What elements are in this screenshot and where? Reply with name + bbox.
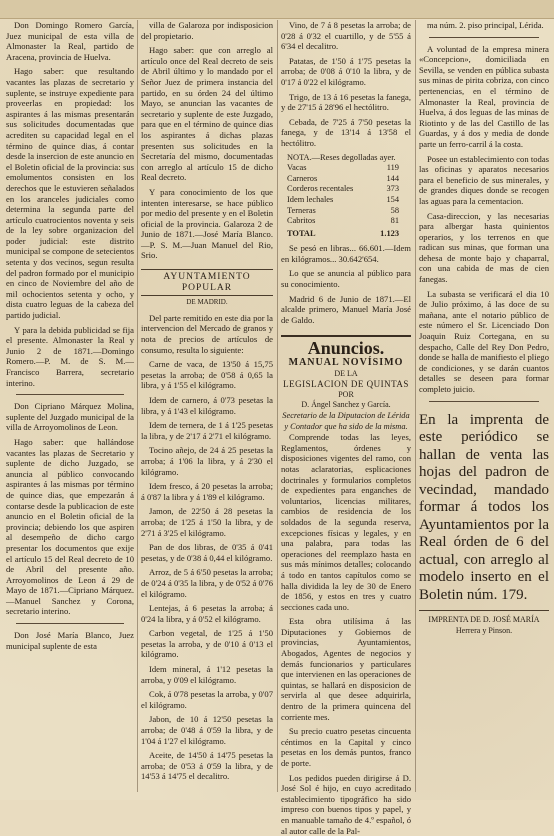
price-item: Pan de dos libras, de 0'35 á 0'41 pesetas, y de 0'38 á 0,44 el kilógramo. (141, 542, 273, 563)
imprint-address: Herrera y Pinson. (455, 625, 513, 635)
column-rule (415, 20, 416, 792)
book-title: MANUAL NOVÍSIMO (288, 357, 404, 369)
ad-body: ma núm. 2. piso principal, Lérida. (427, 20, 544, 30)
ad-body: Casa-direccion, y las necesarias para albergar hasta quinientos operarios, y los terrenos en que radican sus minas, que forman una dehesa de monte bajo y chaparral, con una cabida de mas de cien fanegas. (419, 210, 549, 285)
price-intro: Del parte remitido en este dia por la intervencion del Mercado de granos y nota de precios de artículos de consumo, resulta lo siguiente: (141, 312, 273, 355)
weight-note: Se pesó en libras... 66.601.—Idem en kilógramos... 30.642'654. (281, 243, 411, 264)
table-row-label: Corderos recentales (287, 184, 354, 194)
table-row-label: Terneras (287, 205, 316, 215)
price-item: Cok, á 0'78 pesetas la arroba, y 0'07 el kilógramo. (141, 689, 273, 710)
table-row-label: Cabritos (287, 216, 316, 226)
price-item: Arroz, de 5 á 6'50 pesetas la arroba; de 0'24 á 0'35 la libra, y de 0'52 á 0'76 el kilógramo. (141, 567, 273, 599)
column-rule (137, 20, 138, 792)
price-item: Carne de vaca, de 13'50 á 15,75 pesetas la arroba; de 0'58 á 0,65 la libra, y á 1'55 el kilógramo. (141, 359, 273, 391)
divider (429, 37, 539, 38)
table-row-value: 81 (390, 216, 399, 226)
book-line: DE LA (334, 368, 358, 378)
table-row-label: Idem lechales (287, 194, 334, 204)
notice-heading: villa de Galaroza por indisposicion del propietario. (141, 20, 273, 41)
table-row-value: 144 (386, 173, 399, 183)
notice-body: Hago saber: que resultando vacantes las plazas de secretario y suplente, se instruye expediente para proveerlas en propiedad: los aspirantes á las mismas presentarán sus solicitudes documentadas que acrediten su capacidad legal en el término de quince dias, á contar desde la insercion de este anuncio en el Boletin oficial de la provincia: sus emolumentos consisten en los derechos que le estuvieren señalados en los aranceles judiciales como determina la segunda parte del artículo cuatrocientos noventa y seis de la ley sobre organizacion del poder judicial: este distrito municipal se compone de setecientos setenta y dos vecinos, segun resulta del padron formado por el municipio en cinco de Noviembre del año de mil ochocientos setenta y ocho, y dista cuatro leguas de la cabeza del partido judicial. (6, 66, 134, 321)
price-item: Lentejas, á 6 pesetas la arroba; á 0'24 la libra, y á 0'52 el kilógramo. (141, 603, 273, 624)
table-row (287, 174, 411, 185)
table-row (287, 206, 411, 217)
section-title: AYUNTAMIENTO POPULAR (141, 269, 273, 296)
price-item: Cebada, de 7'25 á 7'50 pesetas la fanega, y de 13'14 á 13'58 el hectólitro. (281, 116, 411, 148)
notice-heading: Don José María Blanco, Juez municipal suplente de esta (6, 630, 134, 651)
table-total-value: 1.123 (380, 228, 399, 238)
ad-body: Los pedidos pueden dirigirse á D. José Sol é hijo, en cuyo acreditado establecimiento tipográfico ha sido impreso con buenos tipos y papel, y en manuable tamaño de 4.º español, ó al autor calle de la Pal- (281, 772, 411, 836)
notice-signature: Madrid 6 de Junio de 1871.—El alcalde primero, Manuel María José de Galdo. (281, 293, 411, 325)
imprint-printer: IMPRENTA DE D. JOSÉ MARÍA (428, 615, 540, 625)
table-row (287, 216, 411, 227)
ad-body: Posee un establecimiento con todas las oficinas y aparatos necesarios para el beneficio de sus minerales, y de grandes diques donde se recogen las aguas para la cementacion. (419, 153, 549, 206)
table-total-label: TOTAL (287, 228, 316, 238)
column-rule (277, 20, 278, 792)
table-row-value: 373 (386, 184, 399, 194)
column-2 (141, 20, 273, 792)
slaughter-table (287, 153, 411, 240)
table-row (287, 184, 411, 195)
book-author-role: Secretario de la Diputacion de Lérida y Contador que ha sido de la misma. (282, 411, 410, 431)
price-item: Idem fresco, á 20 pesetas la arroba; á 0'87 la libra y á 1'89 el kilógramo. (141, 481, 273, 502)
table-row-label: Carneros (287, 173, 318, 183)
ad-body: Esta obra utilísima á las Diputaciones y Gobiernos de provincias, Ayuntamientos, Abogados, Agentes de negocios y demás funcionarios y particulares que intervienen en las operaciones de quintas, se hallará en disposicion de servirla al que desee adquirirla, dentro de la primera quincena del corriente mes. (281, 616, 411, 722)
ad-body: La subasta se verificará el dia 10 de Julio próximo, á las doce de su mañana, ante el notario público de este número el Sr. Licenciado Don Joaquin Ruiz Cortegana, en su despacho, Calle del Rey Don Pedro, donde se halla de manifiesto el pliego de condiciones, y se darán cuantos detalles se deseen para formar completo juicio. (419, 288, 549, 394)
top-margin-band (0, 0, 554, 19)
price-item: Trigo, de 13 á 16 pesetas la fanega, y de 27'15 á 28'96 el hectólitro. (281, 91, 411, 113)
table-row-value: 58 (390, 205, 399, 215)
table-row-label: Vacas (287, 163, 307, 173)
notice-heading: Don Cipriano Márquez Molina, suplente del Juzgado municipal de la villa de Arroyomolinos de Leon. (6, 401, 134, 433)
table-row-value: 119 (386, 163, 399, 173)
book-line: POR (338, 389, 354, 399)
price-item: Idem mineral, á 1'12 pesetas la arroba, y 0'09 el kilógramo. (141, 664, 273, 685)
divider (429, 401, 539, 402)
column-3 (281, 20, 411, 836)
price-item: Tocino añejo, de 24 á 25 pesetas la arroba; á 1'06 la libra, y á 2'30 el kilógramo. (141, 445, 273, 477)
price-item: Idem de ternera, de 1 á 1'25 pesetas la libra, y de 2'17 á 2'71 el kilógramo. (141, 420, 273, 441)
column-4 (419, 20, 549, 792)
notice-body: Lo que se anuncia al público para su conocimiento. (281, 268, 411, 290)
table-total-row (287, 229, 411, 240)
price-item: Jabon, de 10 á 12'50 pesetas la arroba; de 0'48 á 0'59 la libra, y de 1'04 á 1'27 el kilógramo. (141, 714, 273, 746)
anuncios-title: Anuncios. (281, 335, 411, 354)
table-heading: NOTA.—Reses degolladas ayer. (287, 152, 396, 162)
imprint-line (419, 610, 549, 636)
table-row-value: 154 (386, 194, 399, 204)
notice-heading: Don Domingo Romero García, Juez municipal de esta villa de Almonaster la Real, partido de Aracena, provincia de Huelva. (6, 20, 134, 62)
book-line: LEGISLACION DE QUINTAS (283, 379, 409, 390)
large-ad: En la imprenta de este periódico se hallan de venta las hojas del padron de vecindad, mandado formar á todos los Ayuntamientos por la Real órden de 6 del actual, con arreglo al modelo inserto en el Boletin núm. 179. (419, 411, 549, 603)
table-row (287, 163, 411, 174)
book-author: D. Ángel Sanchez y García. (301, 400, 391, 410)
notice-signature: Y para conocimiento de los que intenten interesarse, se hace público por medio del presente y en el Boletin oficial de la provincia. Galaroza 2 de Junio de 1871.—José María Blanco.—P. S. M.—Juan Manuel del Rio, Srio. (141, 186, 273, 261)
table-row (287, 195, 411, 206)
divider (16, 394, 124, 395)
notice-signature: Y para la debida publicidad se fija el presente. Almonaster la Real y Junio 2 de 1871.—Domingo Romero.—P. M. de S. M.—Francisco Barrera, secretario interino. (6, 324, 134, 388)
price-item: Patatas, de 1'50 á 1'75 pesetas la arroba; de 0'08 á 0'10 la libra, y de 0'17 á 0'22 el kilógramo. (281, 55, 411, 87)
divider (16, 623, 124, 624)
section-subtitle: DE MADRID. (186, 298, 228, 307)
price-item: Aceite, de 14'50 á 14'75 pesetas la arroba; de 0'53 á 0'59 la libra, y de 14'53 á 14'75 el decalitro. (141, 750, 273, 782)
price-item: Jamon, de 22'50 á 28 pesetas la arroba; de 1'25 á 1'50 la libra, y de 2'71 á 3'25 el kilógramo. (141, 506, 273, 538)
notice-body: Hago saber: que con arreglo al artículo once del Real decreto de seis de Abril último y lo mandado por el Señor Juez de primera instancia del partido, en su órden 24 del último Mayo, se anuncian las vacantes de secretario y suplente de este Juzgado, para que en el término de quince dias los aspirantes á dichas plazas presenten sus solicitudes en la Secretaría del mismo, documentadas con arreglo al artículo 15 de dicho Real decreto. (141, 45, 273, 183)
price-item: Carbon vegetal, de 1'25 á 1'50 pesetas la arroba, y de 0'10 á 0'13 el kilógramo. (141, 628, 273, 660)
ad-body: A voluntad de la empresa minera «Concepcion», domiciliada en Sevilla, se venden en pública subasta sus minas de pirita cobriza, con cinco pertenencias, en el término de Almonaster la Real, provincia de Huelva, á dos leguas de las minas de Riotinto y de las del Castillo de las Guardas, y á dos y media de donde parte un ferro-carril á la costa. (419, 43, 549, 149)
column-1 (6, 20, 134, 792)
ad-body: Su precio cuatro pesetas cincuenta céntimos en la Capital y cinco pesetas en los demás puntos, franco de porte. (281, 726, 411, 768)
notice-body: Hago saber: que hallándose vacantes las plazas de Secretario y suplente de dicho Juzgado, se anuncia al público convocando aspirantes á las mismas por término de quince dias, que empezarán á contarse desde la publicacion de este anuncio en el Boletin oficial de la provincia; debiendo los que aspiren al desempeño de dicho cargo presentar los documentos que exije el artículo 15 del Real decreto de 10 de Abril del presente año. Arroyomolinos de Leon á 29 de Mayo de 1871.—Cipriano Márquez.—Manuel Sanchez y Corona, secretario interino. (6, 436, 134, 617)
ad-body: Comprende todas las leyes, Reglamentos, órdenes y disposiciones vigentes del ramo, con notas aclaratorias, esplicaciones doctrinales y formularios completos de expedientes para enganches de voluntarios, licencias militares, cambios de residencia de los soldados de la segunda reserva, excepciones físicas y legales, y en una palabra, para todas las operaciones del reemplazo hasta en sus más mínimos detalles; colocando á todo en tantos capítulos como se halla dividida la ley de 30 de Enero de 1856, y estos en tres y cuatro secciones cada uno. (281, 432, 411, 612)
price-item: Vino, de 7 á 8 pesetas la arroba; de 0'28 á 0'32 el cuartillo, y de 5'55 á 6'34 el decalitro. (281, 20, 411, 52)
price-item: Idem de carnero, á 0'73 pesetas la libra, y á 1'43 el kilógramo. (141, 395, 273, 416)
